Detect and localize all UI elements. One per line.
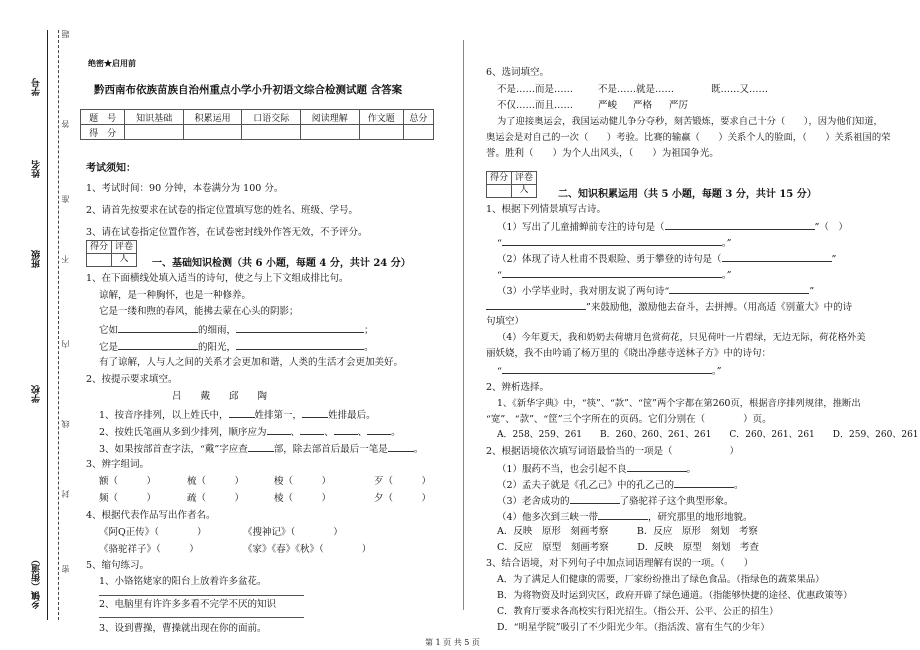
margin-char: 封 bbox=[61, 490, 70, 498]
q6-option: 不是……就是…… bbox=[598, 84, 675, 95]
s2-line: （2）体现了诗人杜甫不畏艰险、勇于攀登的诗句是（ ” bbox=[497, 251, 836, 266]
s2-line: ”来鼓励他，激励他去奋斗，去拼搏。（用高适《别董大》中的诗 bbox=[486, 299, 852, 314]
s2-line: “ 。” bbox=[497, 363, 721, 378]
q2-line: 2、按姓氏笔画从多到少排列，顺序应为 、 、 、 。 bbox=[99, 424, 401, 439]
q6-prompt: 6、选词填空。 bbox=[486, 67, 550, 78]
score-cell[interactable] bbox=[403, 125, 433, 140]
score-cell[interactable] bbox=[242, 125, 301, 140]
s2-line: “ 。” bbox=[497, 235, 731, 250]
s2-line: 2、根据语境依次填写词语最恰当的一项是（ ） bbox=[486, 446, 740, 457]
s2-line: 3、结合语境，对下列句子中加点词语理解有误的一项。（ ） bbox=[486, 558, 754, 569]
q2-prompt: 2、按提示要求填空。 bbox=[86, 374, 178, 385]
s2-option: C．反应 原型 刻画考察 D．反映 原型 刻划 考查 bbox=[497, 542, 759, 553]
grader-box-1: 得分 评卷人 bbox=[86, 240, 137, 267]
q3-item: 梳（ ） bbox=[187, 476, 245, 487]
score-cell[interactable] bbox=[125, 125, 184, 140]
q6-option: 不仅……而且…… bbox=[497, 100, 574, 111]
margin-char: 答 bbox=[61, 120, 70, 128]
q1-line: 它是 的阳光， 。 bbox=[99, 339, 374, 354]
q2-blank[interactable] bbox=[302, 407, 328, 418]
q5-answer-line[interactable] bbox=[99, 617, 304, 618]
q6-text: 奥运会是对自己的一次（ ）考验。比赛的输赢（ ）关系个人的脸面，（ ）关系祖国的荣 bbox=[486, 132, 891, 143]
q3-item: 额（ ） bbox=[99, 476, 157, 487]
score-row-label: 得 分 bbox=[81, 125, 125, 140]
margin-char: 不 bbox=[61, 255, 70, 263]
q1-blank[interactable] bbox=[118, 322, 198, 333]
q5-item: 1、小铬铭姥家的阳台上放着许多盆花。 bbox=[99, 576, 267, 587]
s2-line: A．258、259、261 B．260、260、261、261 C．260、261、261 D．259、260、261 bbox=[497, 430, 919, 440]
q1-prompt: 1、在下面横线处填入适当的诗句，使之与上下文组成排比句。 bbox=[86, 273, 349, 284]
q3-item: 疏（ ） bbox=[187, 493, 245, 504]
q1-line: 有了谅解，人与人之间的关系才会更加和谐，人类的生活才会更加美好。 bbox=[99, 357, 404, 368]
notice-heading: 考试须知： bbox=[86, 163, 136, 174]
q6-text: 为了迎接奥运会，我国运动健儿争分夺秒，刻苦锻炼，要求自己十分（ ），因为他们知道， bbox=[497, 116, 883, 127]
q5-prompt: 5、缩句练习。 bbox=[86, 560, 150, 571]
s2-line: （1）服药不当，也会引起不良 。 bbox=[497, 461, 696, 476]
margin-label-class: 班级 bbox=[32, 250, 42, 268]
q6-option: 严厉 bbox=[669, 100, 689, 111]
q2-blank[interactable] bbox=[229, 407, 255, 418]
q1-line: 它是一缕和煦的春风，能拂去蒙在心头的阴影； bbox=[99, 306, 299, 317]
q3-item: 歹（ ） bbox=[374, 476, 432, 487]
q1-blank[interactable] bbox=[236, 322, 364, 333]
q3-prompt: 3、辨字组词。 bbox=[86, 459, 150, 470]
section-1-heading: 一、基础知识检测（共 6 小题，每题 4 分，共计 24 分） bbox=[152, 258, 411, 269]
q4-item: 《搜神记》（ ） bbox=[243, 527, 343, 538]
s2-line: 丽妖娆，我不由吟诵了杨万里的《晓出净慈寺送林子方》中的诗句： bbox=[486, 348, 772, 359]
score-header-cell: 题 号 bbox=[81, 110, 125, 125]
s2-line: 句填空） bbox=[486, 316, 525, 327]
q6-text: 誉。胜利（ ）为个人出风头，（ ）为祖国争光。 bbox=[486, 148, 719, 159]
notice-item: 2、请首先按要求在试卷的指定位置填写您的姓名、班级、学号。 bbox=[86, 205, 359, 216]
grader-box-2: 得分 评卷人 bbox=[486, 171, 537, 198]
q1-line: 谅解，是一种胸怀，也是一种修养。 bbox=[99, 290, 252, 301]
s2-line: （2）孟夫子就是《孔乙己》中的孔乙己的 。 bbox=[497, 477, 744, 492]
q2-line: 3、如果按部首查字法，“戴”字应查 部，除去部首后最后一笔是 。 bbox=[99, 441, 423, 456]
s2-line: “ 。” bbox=[497, 267, 731, 282]
q3-item: 棱（ ） bbox=[274, 493, 332, 504]
score-cell[interactable] bbox=[183, 125, 242, 140]
s2-line: （1）写出了儿童捕蝉前专注的诗句是（ ”（ ） bbox=[497, 219, 848, 234]
q2-line: 1、按音序排列，以上姓氏中， 姓排第一， 姓排最后。 bbox=[99, 407, 376, 422]
s2-line: （3）老舍成功的 了骆驼祥子这个典型形象。 bbox=[497, 493, 734, 508]
s2-option: B．为将物资及时运到灾区，政府开辟了绿色通道。（指能够快捷的途径、优惠政策等） bbox=[497, 590, 853, 601]
confidential-badge: 绝密★启用前 bbox=[88, 58, 136, 68]
margin-label-name: 姓名 bbox=[32, 160, 42, 178]
margin-char: 准 bbox=[61, 195, 70, 203]
margin-label-student-id: 学号 bbox=[32, 78, 42, 96]
score-header-cell: 作文题 bbox=[359, 110, 403, 125]
margin-label-school: 学校 bbox=[32, 385, 42, 403]
q3-item: 夕（ ） bbox=[374, 493, 432, 504]
s2-line: “宽”、“款”、“筐”三个字所在的页码。它们分别在（ ）页。 bbox=[486, 414, 772, 425]
binding-dashed-line bbox=[58, 30, 59, 620]
margin-char: 线 bbox=[61, 420, 70, 428]
score-table bbox=[80, 109, 434, 140]
q4-item: 《家》《春》《秋》（ ） bbox=[243, 544, 372, 555]
binding-solid-line bbox=[47, 30, 48, 620]
margin-char: 内 bbox=[61, 340, 70, 348]
q4-prompt: 4、根据代表作品写出作者名。 bbox=[86, 510, 216, 521]
q2-names: 吕 戴 邱 陶 bbox=[172, 391, 268, 402]
score-cell[interactable] bbox=[359, 125, 403, 140]
q6-option: 严峻 bbox=[598, 100, 618, 111]
notice-item: 1、考试时间：90 分钟，本卷满分为 100 分。 bbox=[86, 183, 284, 194]
q4-item: 《骆驼祥子》（ ） bbox=[99, 544, 199, 555]
q6-option: 严格 bbox=[633, 100, 653, 111]
q5-item: 3、设到曹操，曹操就出现在你的面前。 bbox=[99, 623, 267, 634]
q1-line: 它如 的细雨， ； bbox=[99, 322, 374, 337]
q5-item: 2、电脑里有许许多多看不完学不厌的知识 bbox=[99, 599, 277, 610]
margin-label-town: 乡镇（街道） bbox=[32, 555, 42, 609]
score-header-cell: 总分 bbox=[403, 110, 433, 125]
q3-item: 梭（ ） bbox=[274, 476, 332, 487]
q6-option: 既……又…… bbox=[711, 84, 769, 95]
margin-char: 密 bbox=[61, 565, 70, 573]
s2-option: A．反映 原形 刻画考察 B．反应 原形 刻划 考察 bbox=[497, 526, 758, 537]
s2-option: C．教育厅要求各高校实行阳光招生。（指公开、公平、公正的招生） bbox=[497, 606, 779, 617]
score-header-cell: 阅读理解 bbox=[301, 110, 360, 125]
s2-line: 1、《新华字典》中，“筷”、“款”、“筐”两个字都在第260页，根据音序排列规律，推断出 bbox=[497, 398, 861, 409]
s2-line: （4）他多次到三峡一带 ，研究那里的地形地貌。 bbox=[497, 509, 753, 524]
page-title: 黔西南布依族苗族自治州重点小学小升初语文综合检测试题 含答案 bbox=[94, 84, 403, 96]
s2-line: （4）今年夏天，我和奶奶去荷塘月色赏荷花，只见荷叶一片碧绿，无边无际，荷花格外美 bbox=[497, 332, 866, 343]
s2-line: 1、根据下列情景填写古诗。 bbox=[486, 204, 607, 215]
s2-option: A．为了满足人们健康的需要，厂家纷纷推出了绿色食品。（指绿色的蔬菜果品） bbox=[497, 574, 825, 585]
score-header-cell: 知识基础 bbox=[125, 110, 184, 125]
s2-line: （3）小学毕业时，我对朋友说了两句诗“ ” bbox=[497, 283, 814, 298]
column-divider bbox=[463, 40, 464, 610]
margin-char: 题 bbox=[61, 30, 70, 38]
q3-item: 频（ ） bbox=[99, 493, 157, 504]
score-header-cell: 口语交际 bbox=[242, 110, 301, 125]
s2-option: D．“明星学院”吸引了不少阳光少年。（指活泼、富有生气的少年） bbox=[497, 622, 770, 633]
score-cell[interactable] bbox=[301, 125, 360, 140]
q6-option: 不是……而是…… bbox=[497, 84, 574, 95]
q1-blank[interactable] bbox=[236, 339, 364, 350]
s2-line: 2、辨析选择。 bbox=[486, 382, 550, 393]
score-header-cell: 积累运用 bbox=[183, 110, 242, 125]
q1-blank[interactable] bbox=[118, 339, 198, 350]
page-footer: 第 1 页 共 5 页 bbox=[425, 638, 480, 647]
q5-answer-line[interactable] bbox=[99, 595, 304, 596]
section-2-heading: 二、知识积累运用（共 5 小题，每题 3 分，共计 15 分） bbox=[558, 189, 817, 200]
notice-item: 3、请在试卷指定位置作答，在试卷密封线外作答无效，不予评分。 bbox=[86, 227, 368, 238]
q4-item: 《阿Q正传》（ ） bbox=[99, 527, 207, 538]
